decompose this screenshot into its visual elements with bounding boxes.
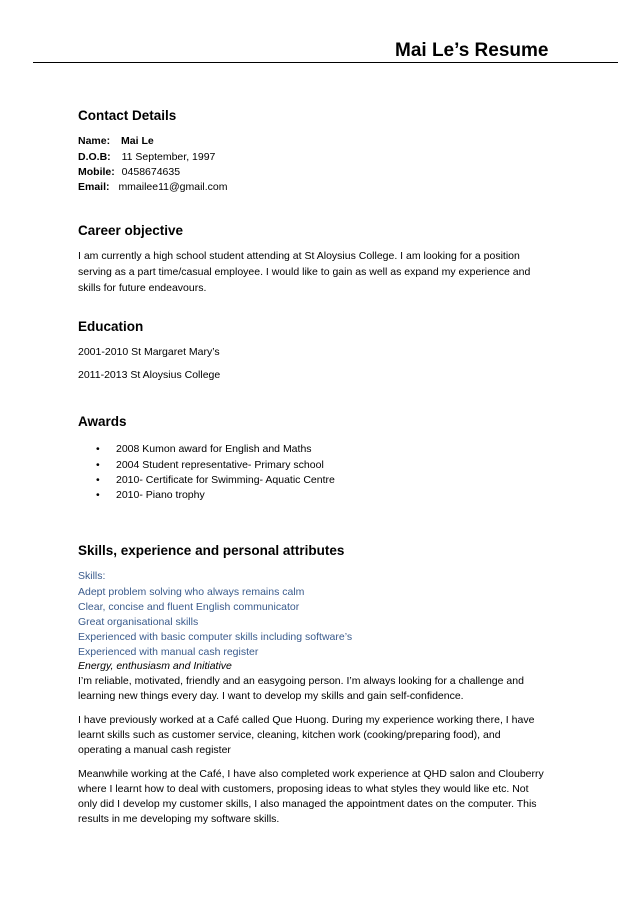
education-item: 2011-2013 St Aloysius College <box>78 369 221 381</box>
name-label: Name: <box>78 135 111 147</box>
career-line: I am currently a high school student attending at St Aloysius College. I am looking for a position <box>78 250 520 262</box>
skill-line: Clear, concise and fluent English communicator <box>78 601 300 613</box>
career-line: skills for future endeavours. <box>78 282 207 294</box>
bullet-icon: • <box>96 474 100 486</box>
skill-line: Experienced with basic computer skills including software’s <box>78 631 353 643</box>
dob-label: D.O.B: <box>78 151 111 163</box>
contact-mobile-row <box>78 165 180 180</box>
experience-line: I have previously worked at a Café called Que Huong. During my experience working there, I have <box>78 714 535 726</box>
work-experience-line: only did I develop my customer skills, I also managed the appointment dates on the computer. This <box>78 798 537 810</box>
work-experience-line: Meanwhile working at the Café, I have also completed work experience at QHD salon and Clouberry <box>78 768 544 780</box>
work-experience-line: where I learnt how to deal with customers, proposing ideas to what styles they would like etc. Not <box>78 783 529 795</box>
awards-heading: Awards <box>78 414 127 429</box>
contact-name-row <box>78 134 154 149</box>
contact-email-row <box>78 180 228 195</box>
mobile-value: 0458674635 <box>121 166 181 178</box>
email-label: Email: <box>78 181 110 193</box>
contact-heading: Contact Details <box>78 108 177 123</box>
skill-line: Adept problem solving who always remains calm <box>78 586 305 598</box>
award-text: 2010- Certificate for Swimming- Aquatic Centre <box>116 474 335 486</box>
name-value: Mai Le <box>121 135 154 147</box>
award-item <box>96 489 205 501</box>
education-heading: Education <box>78 319 144 334</box>
attributes-line: I’m reliable, motivated, friendly and an easygoing person. I’m always looking for a challenge and <box>78 675 524 687</box>
bullet-icon: • <box>96 443 100 455</box>
experience-line: learnt skills such as customer service, cleaning, kitchen work (cooking/preparing food), and <box>78 729 501 741</box>
dob-value: 11 September, 1997 <box>121 151 216 163</box>
award-item <box>96 474 335 486</box>
attributes-line: learning new things every day. I want to develop my skills and gain self-confidence. <box>78 690 464 702</box>
skill-line: Experienced with manual cash register <box>78 646 259 658</box>
mobile-label: Mobile: <box>78 166 115 178</box>
award-text: 2010- Piano trophy <box>116 489 205 501</box>
energy-subheading: Energy, enthusiasm and Initiative <box>78 660 232 672</box>
skills-heading: Skills, experience and personal attributes <box>78 543 345 558</box>
email-value: mmailee11@gmail.com <box>118 181 228 193</box>
contact-dob-row <box>78 150 215 165</box>
resume-title: Mai Le’s Resume <box>395 40 549 61</box>
education-item: 2001-2010 St Margaret Mary’s <box>78 346 220 358</box>
title-underline <box>33 62 618 63</box>
award-item <box>96 459 324 471</box>
skill-line: Great organisational skills <box>78 616 199 628</box>
work-experience-line: results in me developing my software skills. <box>78 813 280 825</box>
award-text: 2004 Student representative- Primary school <box>116 459 324 471</box>
career-heading: Career objective <box>78 223 184 238</box>
skill-line: Skills: <box>78 570 106 582</box>
award-item <box>96 443 312 455</box>
award-text: 2008 Kumon award for English and Maths <box>116 443 312 455</box>
career-line: serving as a part time/casual employee. I would like to gain as well as expand my experience and <box>78 266 531 278</box>
bullet-icon: • <box>96 459 100 471</box>
experience-line: operating a manual cash register <box>78 744 231 756</box>
bullet-icon: • <box>96 489 100 501</box>
